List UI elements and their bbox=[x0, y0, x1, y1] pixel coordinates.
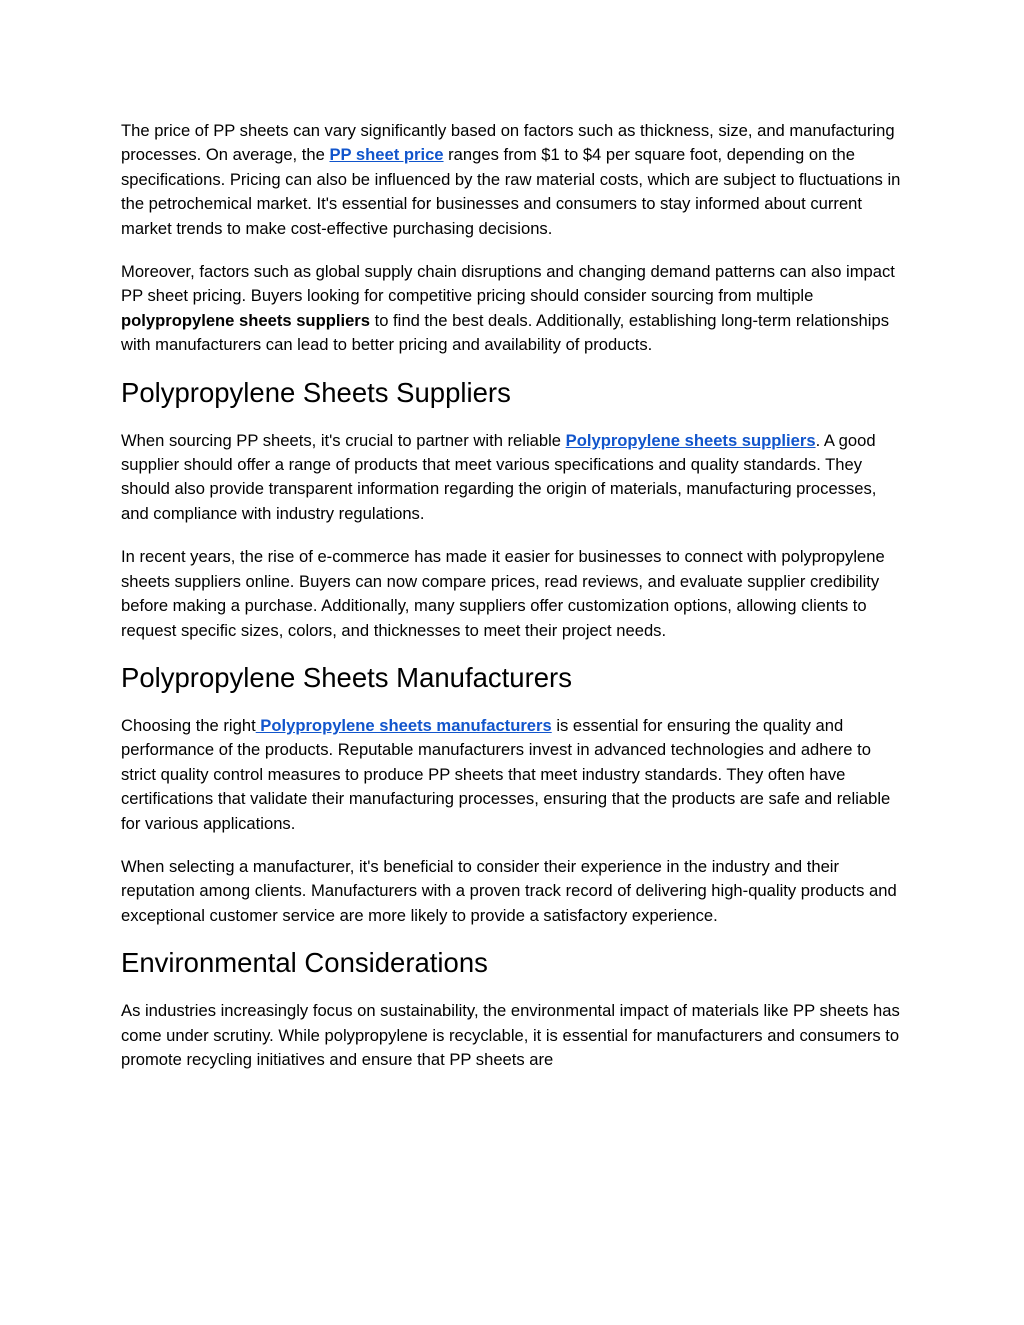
polypropylene-manufacturers-link[interactable]: Polypropylene sheets manufacturers bbox=[255, 715, 552, 735]
pp-sheet-price-link[interactable]: PP sheet price bbox=[329, 145, 444, 165]
manufacturers-heading: Polypropylene Sheets Manufacturers bbox=[121, 661, 572, 693]
suppliers-paragraph-1 bbox=[121, 429, 906, 527]
suppliers-paragraph-1-text-end: . A good supplier should offer a range of products that meet various specifications and quality standards. They should also provide transparent information regarding the origin of materials, manufacturing processes, and compliance with industry regulations. bbox=[121, 430, 877, 523]
manufacturers-paragraph-1 bbox=[121, 714, 906, 836]
supply-chain-paragraph bbox=[121, 260, 906, 358]
pricing-paragraph-text-end: ranges from $1 to $4 per square foot, depending on the specifications. Pricing can also be influenced by the raw material costs, which are subject to fluctuations in the petrochemical market. It's essential for businesses and consumers to stay informed about current market trends to make cost-effective purchasing decisions. bbox=[121, 145, 901, 238]
suppliers-heading: Polypropylene Sheets Suppliers bbox=[121, 376, 511, 408]
suppliers-bold-text: polypropylene sheets suppliers bbox=[121, 310, 370, 330]
environment-paragraph-1: As industries increasingly focus on sustainability, the environmental impact of materials like PP sheets has come under scrutiny. While polypropylene is recyclable, it is essential for manufacturers and consumers to promote recycling initiatives and ensure that PP sheets are bbox=[121, 1001, 900, 1069]
supply-chain-paragraph-text-end: to find the best deals. Additionally, establishing long-term relationships with manufacturers can lead to better pricing and availability of products. bbox=[121, 310, 889, 355]
manufacturers-paragraph-2: When selecting a manufacturer, it's beneficial to consider their experience in the industry and their reputation among clients. Manufacturers with a proven track record of delivering high-quality products and exceptional customer service are more likely to provide a satisfactory experience. bbox=[121, 856, 897, 925]
polypropylene-suppliers-link[interactable]: Polypropylene sheets suppliers bbox=[565, 430, 816, 450]
manufacturers-paragraph-1-text-start: Choosing the right bbox=[121, 715, 256, 735]
environment-heading: Environmental Considerations bbox=[121, 947, 488, 979]
manufacturers-paragraph-1-text-end: is essential for ensuring the quality and performance of the products. Reputable manufacturers invest in advanced technologies and adhere to strict quality control measures to produce PP sheets that meet industry standards. They often have certifications that validate their manufacturing processes, ensuring that the products are safe and reliable for various applications. bbox=[121, 715, 891, 833]
suppliers-paragraph-2: In recent years, the rise of e-commerce has made it easier for businesses to connect with polypropylene sheets suppliers online. Buyers can now compare prices, read reviews, and evaluate supplier credibility before making a purchase. Additionally, many suppliers offer customization options, allowing clients to request specific sizes, colors, and thicknesses to meet their project needs. bbox=[121, 547, 885, 640]
supply-chain-paragraph-text-start: Moreover, factors such as global supply chain disruptions and changing demand patterns can also impact PP sheet pricing. Buyers looking for competitive pricing should consider sourcing from multiple bbox=[121, 262, 895, 306]
pricing-paragraph-text-start: The price of PP sheets can vary significantly based on factors such as thickness, size, and manufacturing processes. On average, the bbox=[121, 121, 895, 165]
document-page bbox=[121, 119, 906, 1091]
pricing-paragraph bbox=[121, 119, 906, 241]
suppliers-paragraph-1-text-start: When sourcing PP sheets, it's crucial to partner with reliable bbox=[121, 430, 566, 450]
